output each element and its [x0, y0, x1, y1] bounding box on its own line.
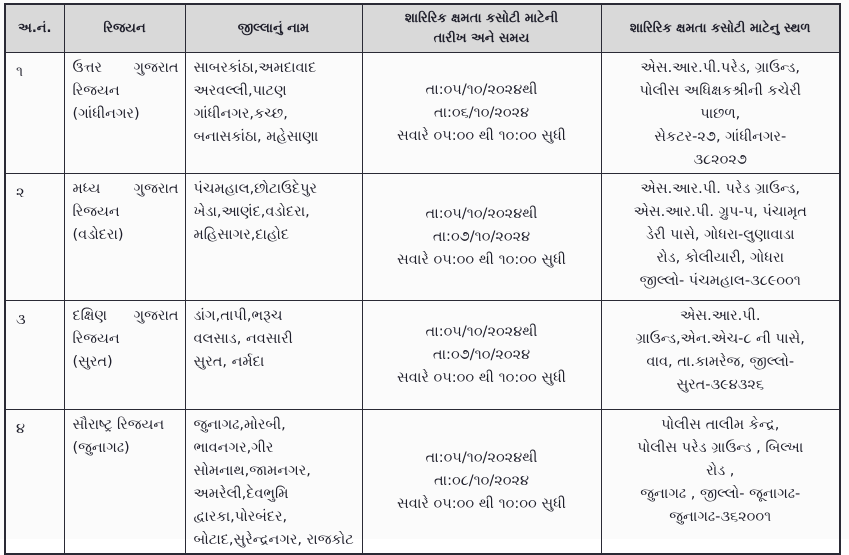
- place-cell: [601, 174, 840, 301]
- district-line: દ્વારકા,પોરબંદર,: [193, 509, 288, 525]
- district-line: ખેડા,આણંદ,વડોદરા,: [193, 204, 310, 220]
- place-line: ડેરી પાસે, ગોધરા-લુણાવાડા: [645, 227, 795, 243]
- district-line: અમરેલી,દેવભુમિ: [193, 486, 289, 502]
- region-line: મધ્ય ગુજરાત: [72, 181, 179, 197]
- header-date-time: શારિરિક ક્ષમતા કસોટી માટેની તારીખ અને સમય: [362, 4, 601, 53]
- place-line: રોડ ,: [706, 463, 735, 479]
- place-cell: [601, 53, 840, 174]
- table-row: [5, 174, 840, 301]
- region-line: (ગાંધીનગર): [72, 106, 140, 122]
- date-line: તા:૦૭/૧૦/૨૦૨૪: [432, 346, 531, 363]
- date-line: તા:૦૫/૧૦/૨૦૨૪થી: [425, 450, 538, 466]
- place-line: પોલીસ અધિક્ષકશ્રીની કચેરી: [639, 83, 802, 99]
- place-line: રોડ, કોલીયારી, ગોધરા: [656, 250, 785, 266]
- region-line: રિજયન: [72, 331, 120, 347]
- date-line: સવારે ૦૫:૦૦ થી ૧૦:૦૦ સુધી: [397, 496, 566, 512]
- region-line: રિજયન: [72, 204, 120, 220]
- place-line: વાવ, તા.કામરેજ, જીલ્લો-: [646, 354, 795, 370]
- place-cell: [601, 410, 840, 555]
- region-line: (સુરત): [72, 354, 113, 370]
- district-line: બનાસકાંઠા, મહેસાણા: [193, 129, 319, 145]
- header-place: શારિરિક ક્ષમતા કસોટી માટેનુ સ્થળ: [601, 4, 840, 53]
- date-line: સવારે ૦૫:૦૦ થી ૧૦:૦૦ સુધી: [397, 127, 566, 144]
- serial-cell: ૪: [5, 410, 64, 555]
- district-line: સુરત, નર્મદા: [193, 354, 265, 370]
- date-time-cell: [362, 410, 601, 555]
- date-line: તા:૦૭/૧૦/૨૦૨૪: [432, 228, 531, 245]
- district-line: જુનાગઢ,મોરબી,: [193, 417, 286, 433]
- serial-cell: ૧: [5, 53, 64, 174]
- place-line: એસ.આર.પી.પરેડ, ગ્રાઉન્ડ,: [640, 60, 800, 76]
- table-row: [5, 53, 840, 174]
- place-line: પાછળ,: [700, 106, 741, 122]
- date-time-cell: [362, 174, 601, 301]
- serial-cell: ૩: [5, 301, 64, 410]
- serial-cell: ૨: [5, 174, 64, 301]
- exam-schedule-table: [4, 3, 841, 555]
- date-line: સવારે ૦૫:૦૦ થી ૧૦:૦૦ સુધી: [397, 369, 566, 386]
- district-line: સોમનાથ,જામનગર,: [193, 463, 311, 479]
- district-line: મહિસાગર,દાહોદ: [193, 227, 290, 243]
- place-line: પોલીસ તાલીમ કેન્દ્ર,: [661, 417, 780, 433]
- district-line: વલસાડ, નવસારી: [193, 331, 293, 347]
- header-serial: અ.નં.: [5, 4, 64, 53]
- date-line: સવારે ૦૫:૦૦ થી ૧૦:૦૦ સુધી: [397, 251, 566, 268]
- districts-cell: [185, 410, 362, 555]
- region-cell: [64, 53, 185, 174]
- place-line: જુનાગઢ-૩૬૨૦૦૧: [669, 509, 772, 525]
- table-row: [5, 301, 840, 410]
- date-line: તા:૦૫/૧૦/૨૦૨૪થી: [425, 81, 538, 98]
- place-line: જુનાગઢ , જીલ્લો- જૂનાગઢ-: [640, 486, 801, 502]
- date-line: તા:૦૬/૧૦/૨૦૨૪: [433, 104, 530, 121]
- district-line: ભાવનગર,ગીર: [193, 440, 274, 456]
- district-line: પંચમહાલ,છોટાઉદેપુર: [193, 181, 317, 197]
- date-time-cell: [362, 301, 601, 410]
- district-line: અરવલ્લી,પાટણ: [193, 83, 287, 99]
- region-cell: [64, 174, 185, 301]
- place-line: ગ્રાઉન્ડ,એન.એચ-૮ ની પાસે,: [635, 331, 805, 347]
- place-line: એસ.આર.પી.: [680, 308, 761, 324]
- table-header-row: [5, 4, 840, 53]
- districts-cell: [185, 301, 362, 410]
- place-line: પોલીસ પરેડ ગ્રાઉન્ડ , બિલ્ખા: [637, 440, 804, 456]
- place-line: એસ.આર.પી. ગ્રુપ-૫, પંચામૃત: [633, 204, 807, 220]
- districts-cell: [185, 174, 362, 301]
- region-line: દક્ષિણ ગુજરાત: [72, 308, 179, 324]
- date-line: તા:૦૮/૧૦/૨૦૨૪: [433, 473, 530, 489]
- region-line: સૌરાષ્ટ્ર રિજયન: [72, 417, 165, 433]
- place-line: ૩૮૨૦૨૭: [693, 152, 747, 168]
- region-line: (જુનાગઢ): [72, 440, 130, 456]
- districts-cell: [185, 53, 362, 174]
- district-line: ડાંગ,તાપી,ભરૂચ: [193, 308, 283, 324]
- place-line: એસ.આર.પી. પરેડ ગ્રાઉન્ડ,: [640, 181, 800, 197]
- region-cell: [64, 301, 185, 410]
- table-row: [5, 410, 840, 555]
- place-line: જીલ્લો- પંચમહાલ-૩૮૯૦૦૧: [639, 273, 801, 289]
- header-districts: જીલ્લાનું નામ: [185, 4, 362, 53]
- place-line: સુરત-૩૯૪૩૨૬: [676, 377, 765, 393]
- district-line: ગાંધીનગર,કચ્છ,: [193, 106, 288, 122]
- region-line: ઉત્તર ગુજરાત: [72, 60, 179, 76]
- place-line: સેકટર-૨૭, ગાંધીનગર-: [654, 129, 787, 145]
- district-line: સાબરકાંઠા,અમદાવાદ: [193, 60, 317, 76]
- region-cell: [64, 410, 185, 555]
- place-cell: [601, 301, 840, 410]
- district-line: બોટાદ,સુરેન્દ્રનગર, રાજકોટ: [193, 532, 354, 548]
- region-line: (વડોદરા): [72, 227, 124, 243]
- date-line: તા:૦૫/૧૦/૨૦૨૪થી: [425, 323, 538, 340]
- date-line: તા:૦૫/૧૦/૨૦૨૪થી: [425, 205, 538, 222]
- region-line: રિજયન: [72, 83, 120, 99]
- date-time-cell: [362, 53, 601, 174]
- header-region: રિજયન: [64, 4, 185, 53]
